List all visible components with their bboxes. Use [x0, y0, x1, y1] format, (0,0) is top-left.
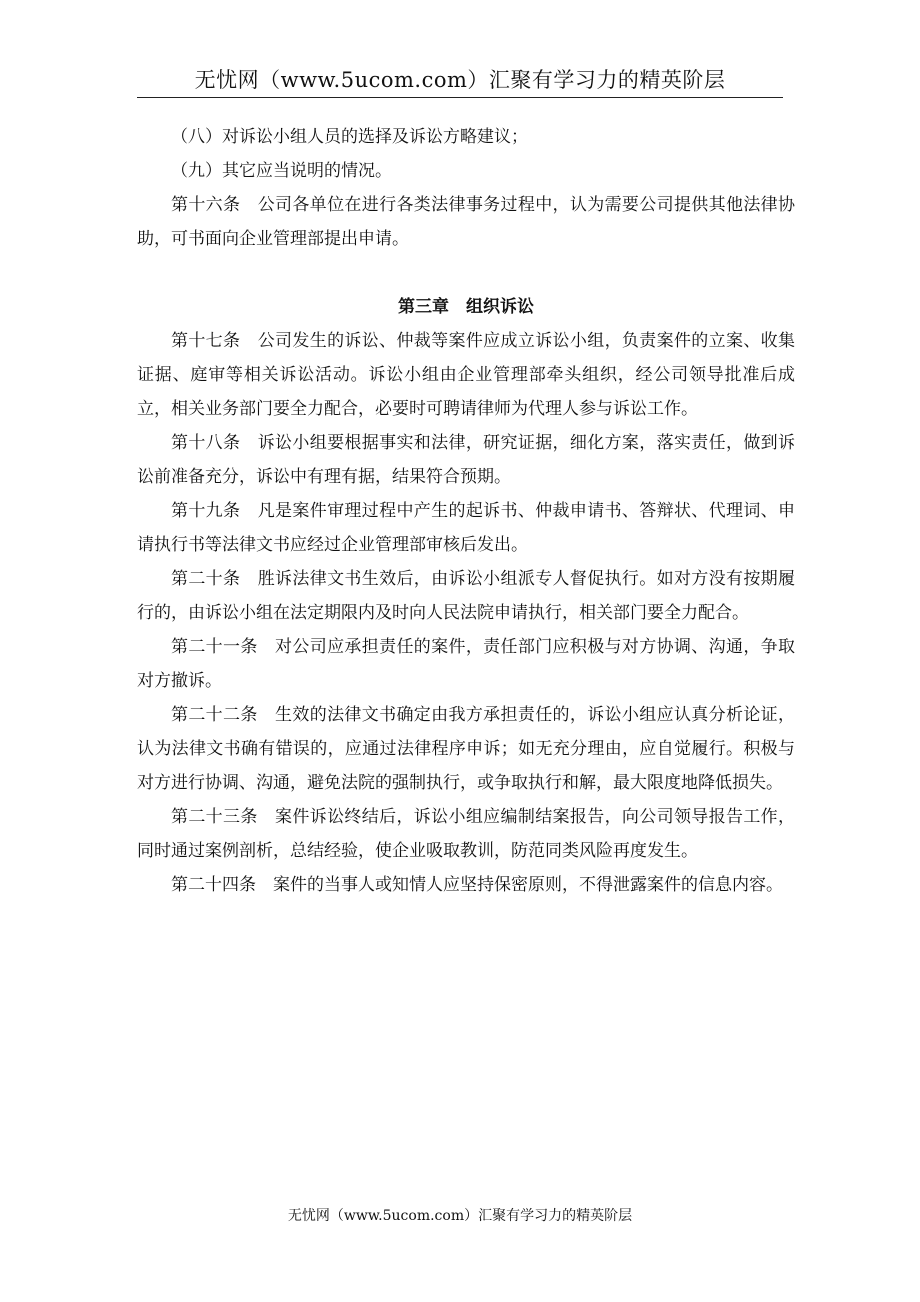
header-divider [137, 97, 783, 98]
article-18: 第十八条 诉讼小组要根据事实和法律，研究证据，细化方案，落实责任，做到诉讼前准备充分，诉讼中有理有据，结果符合预期。 [137, 433, 795, 487]
article-23: 第二十三条 案件诉讼终结后，诉讼小组应编制结案报告，向公司领导报告工作，同时通过案例剖析，总结经验，使企业吸取教训，防范同类风险再度发生。 [137, 807, 795, 861]
chapter-title: 第三章 组织诉讼 [398, 297, 534, 317]
article-20: 第二十条 胜诉法律文书生效后，由诉讼小组派专人督促执行。如对方没有按期履行的，由诉讼小组在法定期限内及时向人民法院申请执行，相关部门要全力配合。 [137, 569, 795, 623]
document-body [137, 120, 795, 902]
article-22: 第二十二条 生效的法律文书确定由我方承担责任的，诉讼小组应认真分析论证，认为法律文书确有错误的，应通过法律程序申诉；如无充分理由，应自觉履行。积极与对方进行协调、沟通，避免法院的强制执行，或争取执行和解，最大限度地降低损失。 [137, 705, 795, 793]
page-header: 无忧网（www.5ucom.com）汇聚有学习力的精英阶层 [194, 68, 726, 92]
list-item-8: （八）对诉讼小组人员的选择及诉讼方略建议； [171, 127, 528, 147]
article-17: 第十七条 公司发生的诉讼、仲裁等案件应成立诉讼小组，负责案件的立案、收集证据、庭审等相关诉讼活动。诉讼小组由企业管理部牵头组织，经公司领导批准后成立，相关业务部门要全力配合，必要时可聘请律师为代理人参与诉讼工作。 [137, 331, 795, 419]
article-24: 第二十四条 案件的当事人或知情人应坚持保密原则，不得泄露案件的信息内容。 [171, 875, 783, 895]
article-16: 第十六条 公司各单位在进行各类法律事务过程中，认为需要公司提供其他法律协助，可书面向企业管理部提出申请。 [137, 195, 795, 249]
article-21: 第二十一条 对公司应承担责任的案件，责任部门应积极与对方协调、沟通，争取对方撤诉。 [137, 637, 795, 691]
page-footer: 无忧网（www.5ucom.com）汇聚有学习力的精英阶层 [287, 1208, 633, 1224]
article-19: 第十九条 凡是案件审理过程中产生的起诉书、仲裁申请书、答辩状、代理词、申请执行书等法律文书应经过企业管理部审核后发出。 [137, 501, 795, 555]
list-item-9: （九）其它应当说明的情况。 [171, 161, 392, 181]
